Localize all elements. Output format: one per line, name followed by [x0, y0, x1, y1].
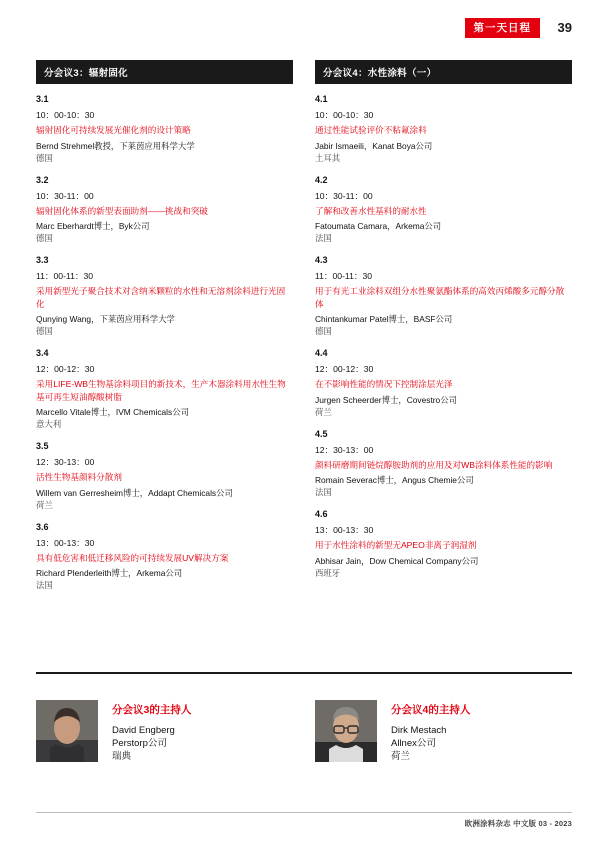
host-role: 分会议3的主持人 [112, 704, 192, 716]
entry-speaker: Qunying Wang，下莱茵应用科学大学 [36, 314, 175, 324]
entry-speaker: Marcello Vitale博士，IVM Chemicals公司 [36, 407, 189, 417]
host-card [315, 700, 572, 763]
entry-country: 西班牙 [315, 567, 341, 578]
entry-speaker: Fatoumata Camara，Arkema公司 [315, 221, 442, 231]
entry-country: 德国 [36, 152, 53, 163]
entry-speaker: Richard Plenderleith博士，Arkema公司 [36, 568, 183, 578]
entry-time: 13：00-13：30 [315, 525, 374, 535]
footer-text: 欧洲涂料杂志 中文版 03 - 2023 [464, 819, 572, 828]
session-column-3 [36, 60, 293, 602]
session-entry [315, 94, 572, 164]
entry-time: 12：30-13：00 [315, 444, 374, 455]
entry-country: 法国 [315, 233, 332, 243]
entry-speaker: Jabir Ismaeili，Kanat Boya公司 [315, 140, 433, 151]
session-entry [315, 175, 572, 245]
session-columns [36, 60, 572, 602]
session-entry [36, 175, 293, 245]
host-company: Allnex公司 [391, 738, 436, 749]
entry-time: 12：00-12：30 [315, 364, 374, 374]
entry-time: 11：00-11：30 [36, 271, 94, 281]
host-card [36, 700, 293, 763]
host-role: 分会议4的主持人 [391, 704, 471, 716]
entry-number: 4.3 [315, 255, 328, 265]
entry-title: 颜料研磨期间链烷醇胺助剂的应用及对WB涂料体系性能的影响 [315, 459, 553, 470]
entry-time: 10：00-10：30 [315, 110, 374, 120]
entry-speaker: Willem van Gerresheim博士，Addapt Chemicals公司 [36, 487, 233, 498]
entry-country: 土耳其 [315, 152, 341, 163]
host-country: 瑞典 [112, 751, 132, 762]
entry-title: 在不影响性能的情况下控制涂层光泽 [315, 379, 453, 389]
entry-country: 德国 [315, 326, 332, 336]
session-entry [315, 429, 572, 499]
entry-number: 4.6 [315, 509, 328, 519]
entry-speaker: Bernd Strehmel教授，下莱茵应用科学大学 [36, 140, 195, 151]
entry-number: 3.3 [36, 255, 49, 265]
entry-number: 3.2 [36, 174, 49, 185]
entry-time: 12：30-13：00 [36, 457, 95, 467]
avatar [36, 700, 98, 762]
host-name: David Engberg [112, 725, 175, 736]
entry-title: 采用新型光子聚合技术对含纳米颗粒的水性和无溶剂涂料进行光固化 [36, 286, 286, 309]
session-column-4 [315, 60, 572, 602]
entry-number: 4.4 [315, 348, 328, 358]
section-divider [36, 672, 572, 674]
session-entry [315, 348, 572, 418]
session-entry [36, 441, 293, 511]
host-info [112, 700, 191, 763]
session-title-4: 分会议4：水性涂料（一） [315, 60, 572, 84]
session-title-3: 分会议3：辐射固化 [36, 60, 293, 84]
entry-time: 11：00-11：30 [315, 271, 373, 281]
entry-title: 辐射固化体系的新型表面助剂——挑战和突破 [36, 205, 208, 216]
entry-time: 12：00-12：30 [36, 364, 95, 374]
page-header [0, 0, 600, 46]
entry-time: 10：30-11：00 [36, 190, 94, 201]
entry-country: 荷兰 [315, 406, 332, 417]
entry-time: 13：00-13：30 [36, 537, 95, 548]
entry-country: 荷兰 [36, 499, 53, 510]
entry-title: 用于水性涂料的新型无APEO非离子润湿剂 [315, 540, 477, 550]
entry-title: 活性生物基颜料分散剂 [36, 472, 122, 482]
session-entry [36, 522, 293, 592]
entry-speaker: Jurgen Scheerder博士，Covestro公司 [315, 394, 457, 405]
entry-number: 4.5 [315, 428, 328, 439]
entry-country: 德国 [36, 233, 53, 243]
section-tab-label: 第一天日程 [465, 18, 541, 38]
footer-divider [36, 812, 572, 813]
entry-number: 3.1 [36, 94, 49, 104]
host-section [36, 700, 572, 763]
entry-speaker: Romain Severac博士，Angus Chemie公司 [315, 475, 474, 485]
entry-country: 法国 [36, 580, 53, 590]
session-entry [36, 94, 293, 164]
entry-time: 10：30-11：00 [315, 190, 373, 201]
host-company: Perstorp公司 [112, 738, 167, 749]
entry-title: 用于有光工业涂料双组分水性聚氨酯体系的高效丙烯酸多元醇分散体 [315, 286, 565, 309]
session-entry [36, 255, 293, 337]
entry-number: 3.6 [36, 521, 49, 532]
host-name: Dirk Mestach [391, 725, 447, 736]
session-entry [315, 509, 572, 579]
entry-country: 意大利 [36, 419, 62, 429]
entry-time: 10：00-10：30 [36, 110, 95, 120]
host-info [391, 700, 470, 763]
entry-title: 具有低危害和低迁移风险的可持续发展UV解决方案 [36, 552, 229, 563]
entry-speaker: Abhisar Jain，Dow Chemical Company公司 [315, 555, 479, 566]
entry-title: 辐射固化可持续发展光催化剂的设计策略 [36, 125, 191, 135]
entry-number: 4.1 [315, 94, 328, 104]
entry-country: 法国 [315, 487, 332, 497]
page-number: 39 [557, 20, 572, 35]
entry-number: 4.2 [315, 174, 328, 185]
entry-speaker: Marc Eberhardt博士，Byk公司 [36, 221, 150, 231]
avatar [315, 700, 377, 762]
session-entry [315, 255, 572, 337]
entry-title: 通过性能试验评价不粘氟涂料 [315, 125, 427, 135]
host-country: 荷兰 [391, 751, 411, 762]
entry-number: 3.4 [36, 348, 49, 358]
session-entry [36, 348, 293, 430]
entry-speaker: Chintankumar Patel博士，BASF公司 [315, 314, 453, 324]
entry-country: 德国 [36, 326, 53, 336]
entry-title: 采用LIFE-WB生物基涂料项目的新技术，生产木器涂料用水性生物基可再生短油醇酸树脂 [36, 379, 286, 402]
entry-title: 了解和改善水性基料的耐水性 [315, 205, 427, 216]
entry-number: 3.5 [36, 441, 49, 451]
